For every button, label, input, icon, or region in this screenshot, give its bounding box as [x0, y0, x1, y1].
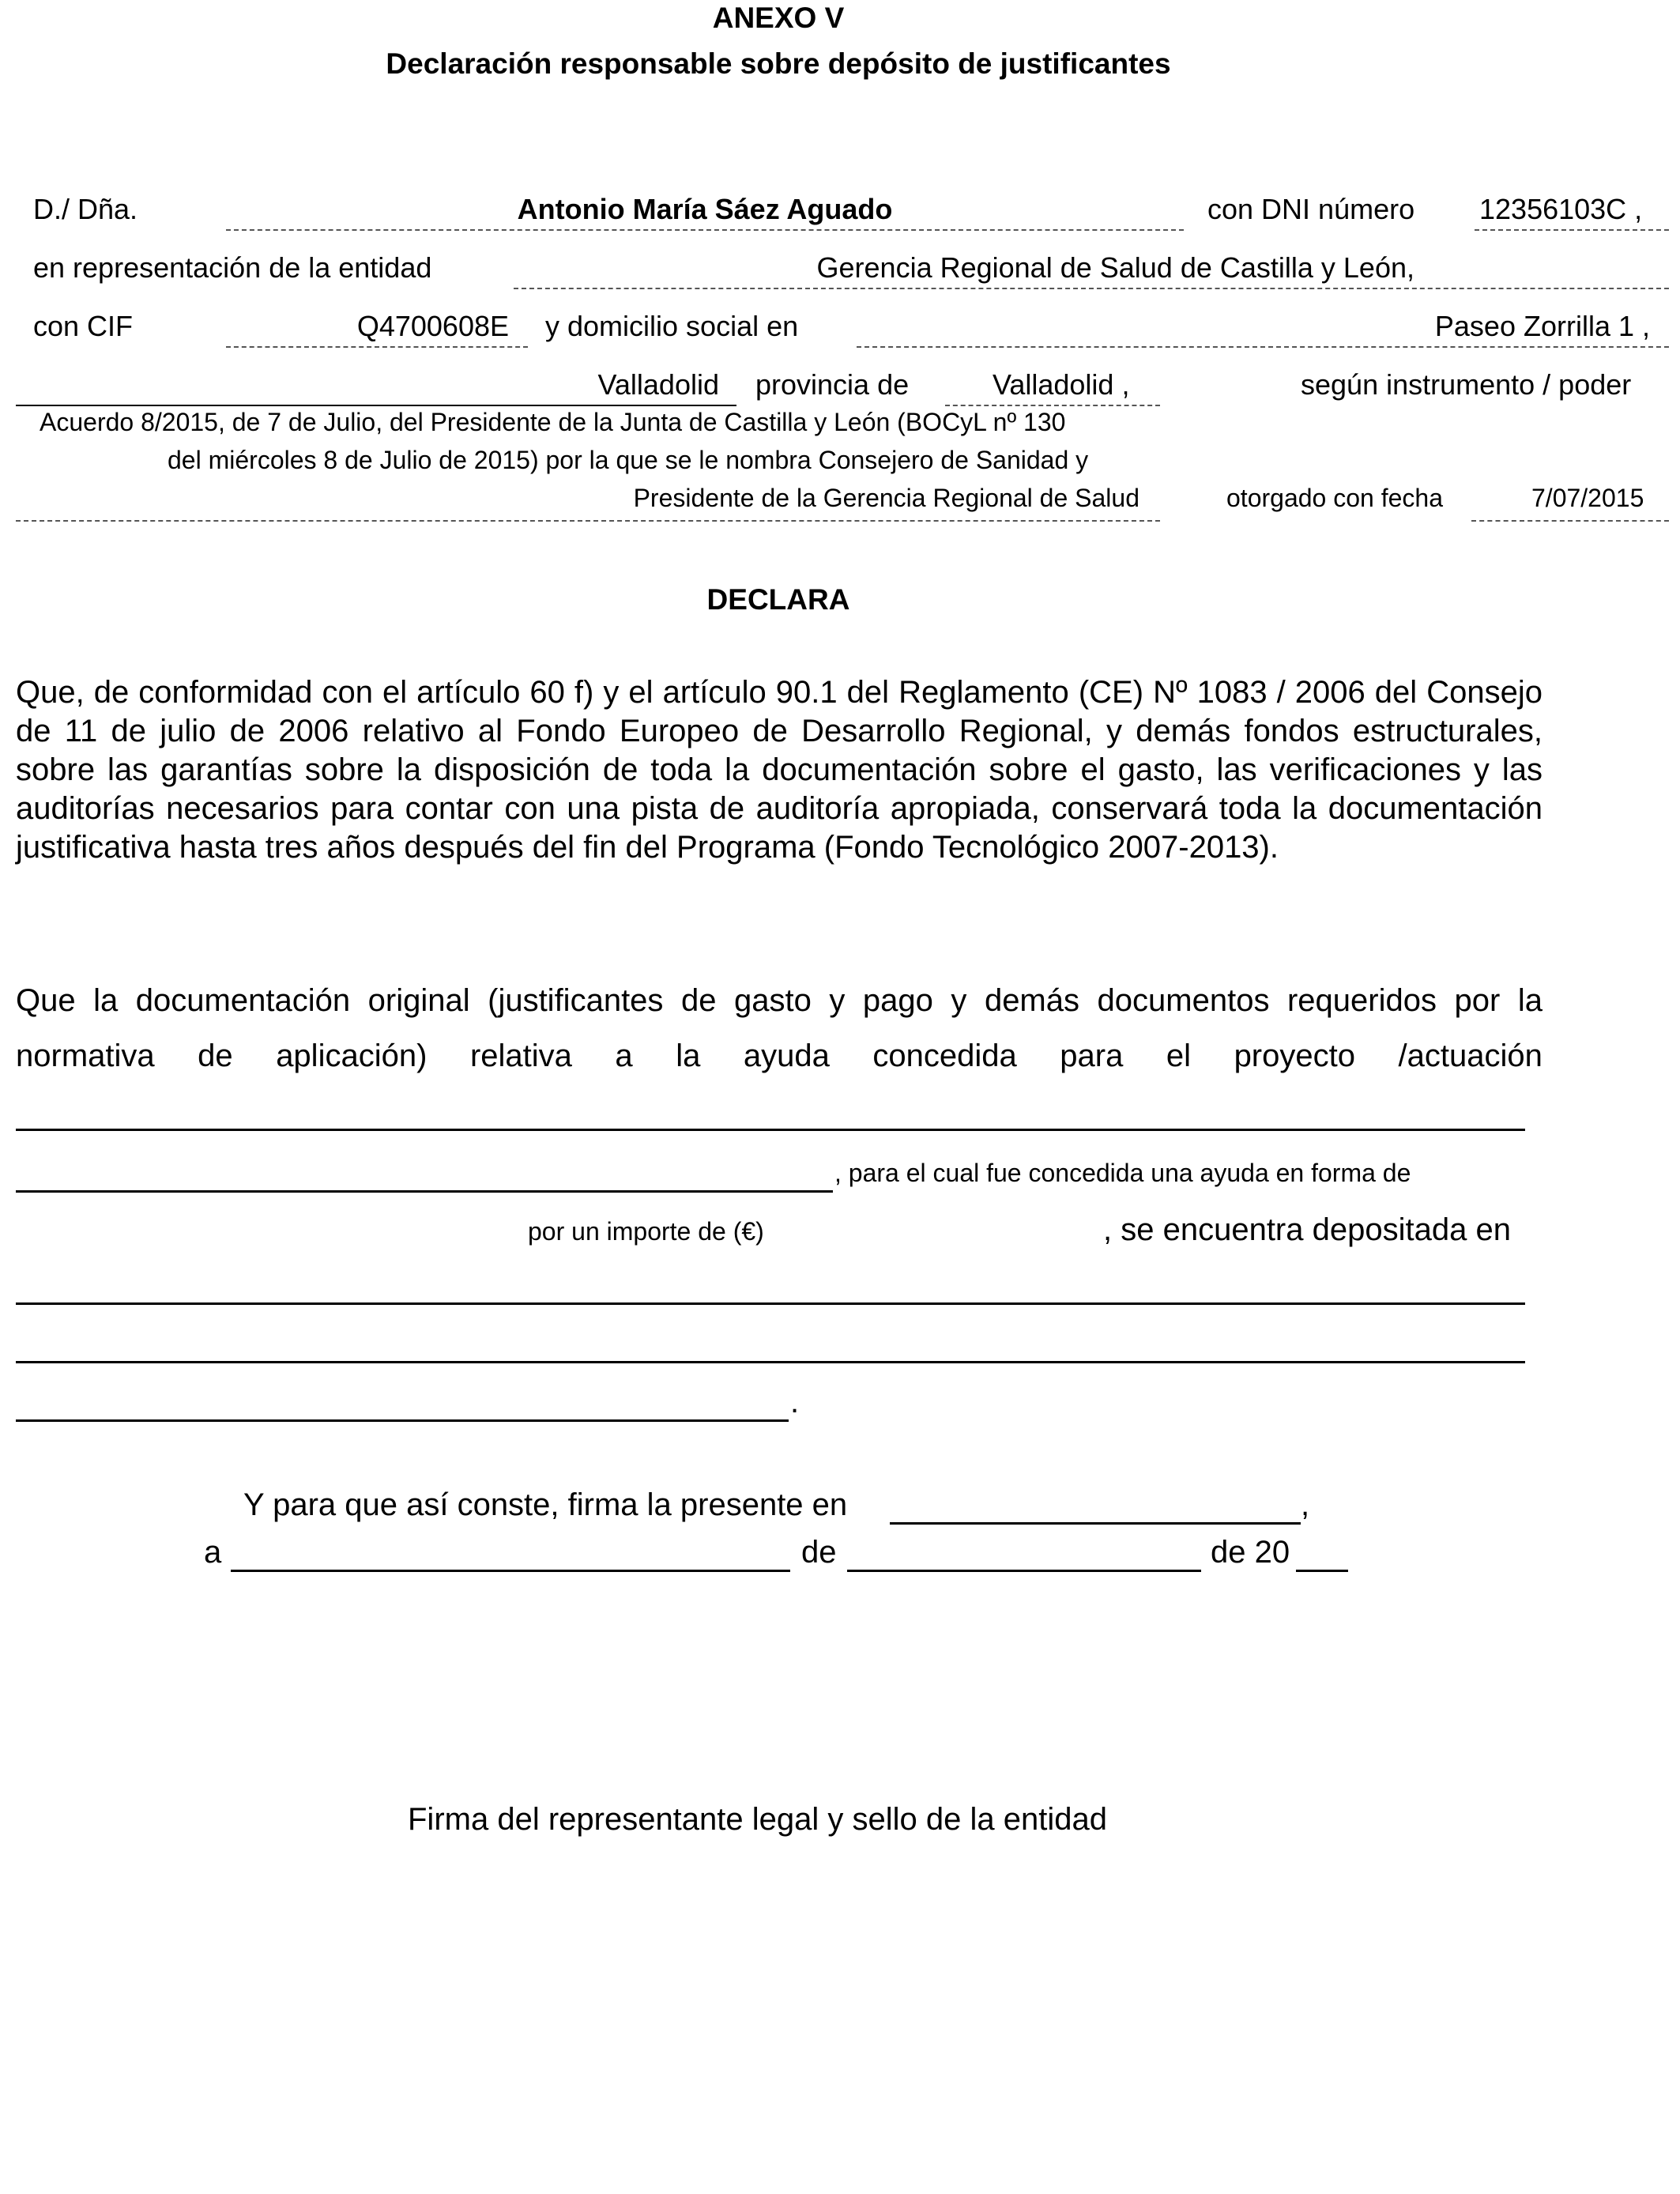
closing-line1: Y para que así conste, firma la presente en — [243, 1487, 848, 1522]
project-blank-line-2[interactable] — [16, 1190, 833, 1193]
aid-form-text: , para el cual fue concedida una ayuda en forma de — [834, 1159, 1411, 1187]
address-field-line — [857, 346, 1669, 348]
year-blank-line[interactable] — [1296, 1570, 1348, 1572]
city-field-line — [16, 405, 736, 406]
province-field[interactable]: Valladolid , — [993, 368, 1130, 401]
day-blank-line[interactable] — [231, 1570, 790, 1572]
place-blank-line[interactable] — [890, 1522, 1301, 1525]
location-blank-line-3[interactable] — [16, 1419, 789, 1422]
project-blank-line-1[interactable] — [16, 1129, 1525, 1131]
word: /actuación — [1398, 1039, 1543, 1073]
instrument-label: según instrumento / poder — [1301, 368, 1632, 401]
dni-label: con DNI número — [1207, 193, 1415, 225]
cif-label: con CIF — [33, 310, 134, 342]
closing-de: de — [801, 1535, 837, 1570]
word: proyecto — [1234, 1039, 1355, 1073]
closing-a: a — [204, 1535, 222, 1570]
location-blank-line-2[interactable] — [16, 1361, 1525, 1363]
word: de — [198, 1039, 233, 1073]
word: para — [1060, 1039, 1124, 1073]
name-label: D./ Dña. — [33, 193, 138, 225]
dni-field-line — [1475, 229, 1669, 231]
declaration-paragraph-2-line2 — [16, 1039, 1543, 1074]
signature-label: Firma del representante legal y sello de la entidad — [408, 1802, 1107, 1837]
word: relativa — [469, 1039, 572, 1073]
declaration-paragraph-2-line1: Que la documentación original (justificantes de gasto y pago y demás documentos requeridos por la — [16, 983, 1543, 1018]
cif-field-line — [226, 346, 528, 348]
province-field-line — [945, 405, 1160, 406]
word: la — [676, 1039, 701, 1073]
name-field-line — [226, 229, 1184, 231]
declara-heading: DECLARA — [706, 583, 850, 616]
deposited-text: , se encuentra depositada en — [1103, 1212, 1511, 1247]
month-blank-line[interactable] — [847, 1570, 1201, 1572]
closing-de20: de 20 — [1211, 1535, 1290, 1570]
amount-label: por un importe de (€) — [528, 1217, 764, 1246]
granted-label: otorgado con fecha — [1226, 484, 1443, 512]
word: normativa — [16, 1039, 155, 1073]
period: . — [790, 1385, 800, 1419]
granted-date-field[interactable]: 7/07/2015 — [1531, 484, 1644, 512]
instrument-text-line1: Acuerdo 8/2015, de 7 de Julio, del Presidente de la Junta de Castilla y León (BOCyL nº 130 — [40, 408, 1066, 436]
word: a — [615, 1039, 633, 1073]
entity-field-line — [514, 288, 1669, 289]
word: ayuda — [743, 1039, 830, 1073]
instrument-text-line3: Presidente de la Gerencia Regional de Salud — [633, 484, 1139, 512]
annex-title: ANEXO V — [712, 2, 845, 34]
province-label: provincia de — [755, 368, 910, 401]
name-field[interactable]: Antonio María Sáez Aguado — [517, 193, 893, 225]
dni-field[interactable]: 12356103C , — [1479, 193, 1643, 225]
granted-date-line — [1471, 520, 1669, 522]
page-title: Declaración responsable sobre depósito de justificantes — [386, 47, 1171, 80]
instrument-field-line — [16, 520, 1160, 522]
declaration-paragraph-1: Que, de conformidad con el artículo 60 f) y el artículo 90.1 del Reglamento (CE) Nº 1083 / 2006 del Consejo de 11 de julio de 2006 relativo al Fondo Europeo de Desarrollo Regional, y demás fondos estructurales, sobre las garantías sobre la disposición de toda la documentación sobre el gasto, las verificaciones y las auditorías necesarios para contar con una pista de auditoría apropiada, conservará toda la documentación justificativa hasta tres años después del fin del Programa (Fondo Tecnológico 2007-2013). — [16, 675, 1543, 865]
entity-field[interactable]: Gerencia Regional de Salud de Castilla y León, — [816, 251, 1414, 284]
entity-label: en representación de la entidad — [33, 251, 432, 284]
instrument-text-line2: del miércoles 8 de Julio de 2015) por la que se le nombra Consejero de Sanidad y — [168, 446, 1089, 474]
word: concedida — [872, 1039, 1017, 1073]
cif-field[interactable]: Q4700608E — [356, 310, 509, 342]
city-field[interactable]: Valladolid — [597, 368, 719, 401]
address-label: y domicilio social en — [545, 310, 799, 342]
word: el — [1166, 1039, 1192, 1073]
address-field[interactable]: Paseo Zorrilla 1 , — [1434, 310, 1650, 342]
location-blank-line-1[interactable] — [16, 1302, 1525, 1305]
word: aplicación) — [276, 1039, 428, 1073]
closing-comma: , — [1301, 1487, 1310, 1522]
